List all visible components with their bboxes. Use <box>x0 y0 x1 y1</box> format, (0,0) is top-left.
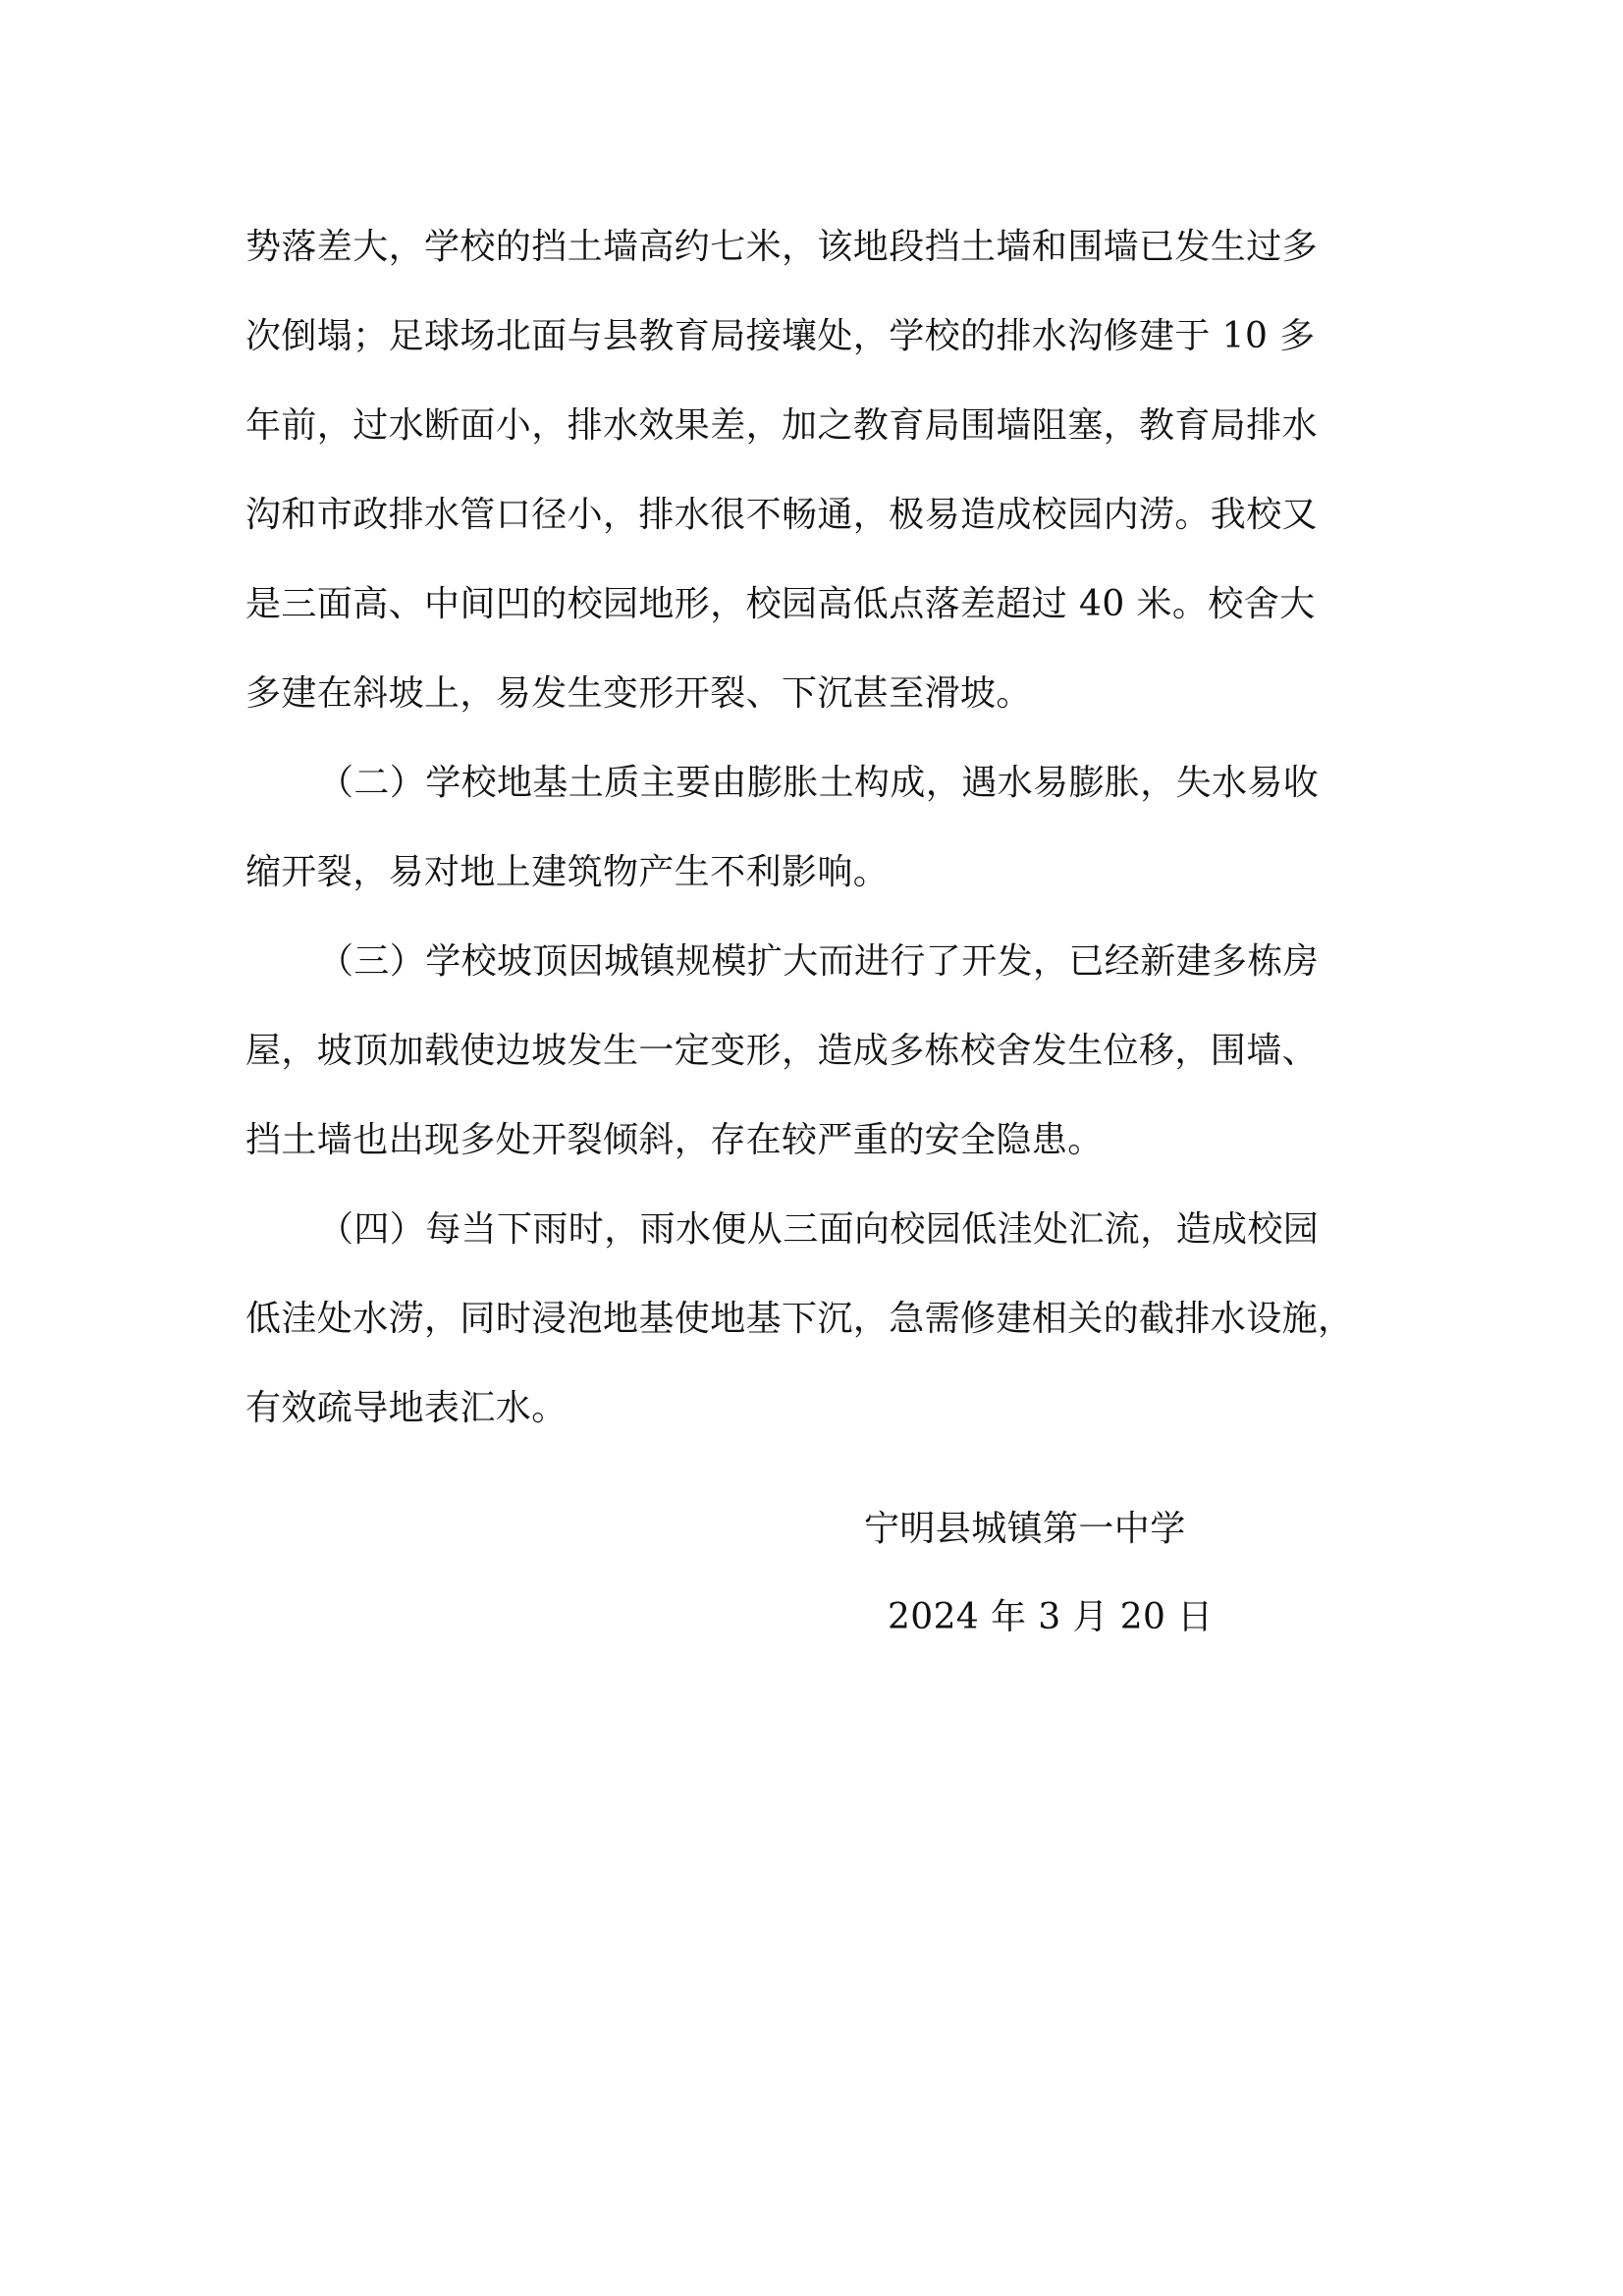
text-line: 是三面高、中间凹的校园地形，校园高低点落差超过 40 米。校舍大 <box>245 584 1316 624</box>
document-body <box>245 202 1380 1453</box>
signature-block <box>864 1485 1276 1662</box>
text-line: 低洼处水涝，同时浸泡地基使地基下沉，急需修建相关的截排水设施， <box>245 1299 1354 1339</box>
signature-date: 2024 年 3 月 20 日 <box>888 1597 1214 1637</box>
text-line: 多建在斜坡上，易发生变形开裂、下沉甚至滑坡。 <box>245 673 1032 714</box>
text-line: 缩开裂，易对地上建筑物产生不利影响。 <box>245 852 890 892</box>
text-line: 屋，坡顶加载使边坡发生一定变形，造成多栋校舍发生位移，围墙、 <box>245 1031 1319 1071</box>
text-line: 沟和市政排水管口径小，排水很不畅通，极易造成校园内涝。我校又 <box>245 495 1319 535</box>
text-line: 年前，过水断面小，排水效果差，加之教育局围墙阻塞，教育局排水 <box>245 405 1319 446</box>
text-line: 挡土墙也出现多处开裂倾斜，存在较严重的安全隐患。 <box>245 1120 1104 1160</box>
paragraph-3-start: （三）学校坡顶因城镇规模扩大而进行了开发，已经新建多栋房 <box>318 941 1320 982</box>
text-line: 有效疏导地表汇水。 <box>245 1388 568 1428</box>
paragraph-4-start: （四）每当下雨时，雨水便从三面向校园低洼处汇流，造成校园 <box>318 1209 1320 1250</box>
signature-organization: 宁明县城镇第一中学 <box>864 1509 1186 1549</box>
paragraph-2-start: （二）学校地基土质主要由膨胀土构成，遇水易膨胀，失水易收 <box>318 763 1320 803</box>
text-line: 次倒塌；足球场北面与县教育局接壤处，学校的排水沟修建于 10 多 <box>245 316 1316 356</box>
text-line: 势落差大，学校的挡土墙高约七米，该地段挡土墙和围墙已发生过多 <box>245 227 1319 267</box>
